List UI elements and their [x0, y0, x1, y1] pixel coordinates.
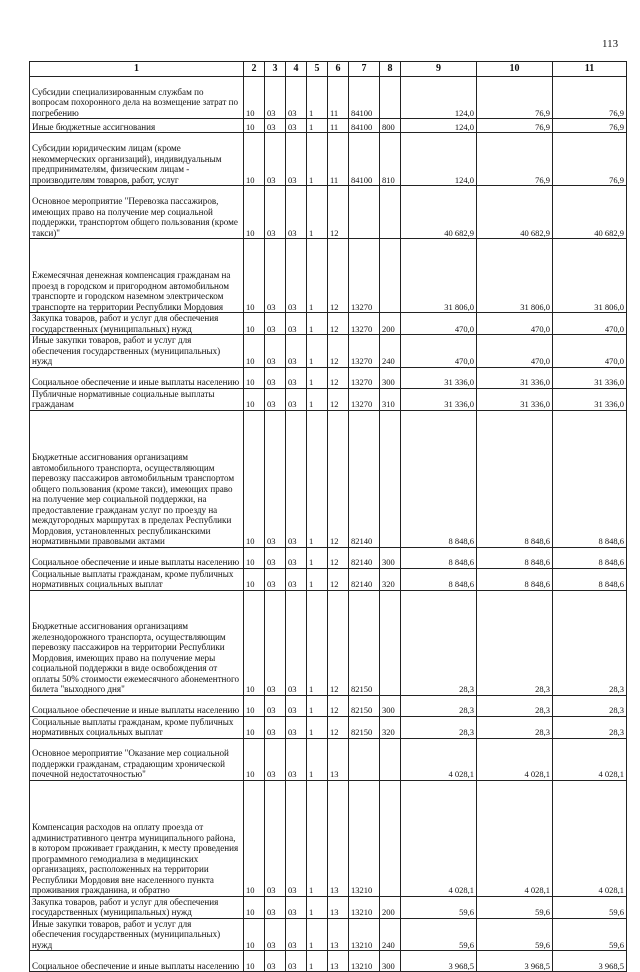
amount-cell: 124,0 [401, 119, 477, 133]
code-cell: 320 [380, 716, 401, 738]
amount-cell: 28,3 [553, 716, 627, 738]
code-cell: 10 [244, 367, 265, 388]
code-cell: 03 [265, 716, 286, 738]
table-row [30, 186, 627, 239]
table-row [30, 119, 627, 133]
code-cell: 84100 [349, 119, 380, 133]
table-row [30, 568, 627, 590]
code-cell: 12 [328, 695, 349, 716]
code-cell: 1 [307, 716, 328, 738]
code-cell: 84100 [349, 77, 380, 119]
amount-cell: 8 848,6 [553, 568, 627, 590]
amount-cell: 4 028,1 [477, 780, 553, 896]
table-row [30, 239, 627, 313]
amount-cell: 470,0 [401, 313, 477, 335]
code-cell: 03 [286, 716, 307, 738]
row-name-cell: Закупка товаров, работ и услуг для обеспечения государственных (муниципальных) нужд [30, 896, 244, 918]
code-cell: 03 [265, 738, 286, 780]
amount-cell: 31 336,0 [477, 367, 553, 388]
row-name-cell: Компенсация расходов на оплату проезда от административного центра муниципального района, в котором проживает гражданин, к месту проведения программного гемодиализа в медицинских организациях, расположенных на территории Республики Мордовия вне населенного пункта проживания гражданина, и обратно [30, 780, 244, 896]
header-cell: 7 [349, 62, 380, 77]
amount-cell: 76,9 [477, 133, 553, 186]
amount-cell: 8 848,6 [477, 568, 553, 590]
amount-cell: 470,0 [477, 335, 553, 368]
table-row [30, 335, 627, 368]
code-cell: 300 [380, 695, 401, 716]
code-cell: 1 [307, 335, 328, 368]
row-name-cell: Иные бюджетные ассигнования [30, 119, 244, 133]
code-cell: 03 [286, 410, 307, 547]
code-cell: 1 [307, 119, 328, 133]
amount-cell: 59,6 [477, 918, 553, 951]
header-cell: 2 [244, 62, 265, 77]
code-cell: 13270 [349, 388, 380, 410]
code-cell: 03 [265, 896, 286, 918]
header-cell: 10 [477, 62, 553, 77]
row-name-cell: Закупка товаров, работ и услуг для обеспечения государственных (муниципальных) нужд [30, 313, 244, 335]
amount-cell: 31 806,0 [553, 239, 627, 313]
amount-cell: 470,0 [477, 313, 553, 335]
code-cell: 13 [328, 918, 349, 951]
row-name-cell: Социальное обеспечение и иные выплаты населению [30, 695, 244, 716]
row-name-cell: Социальные выплаты гражданам, кроме публичных нормативных социальных выплат [30, 568, 244, 590]
amount-cell: 124,0 [401, 77, 477, 119]
code-cell: 10 [244, 590, 265, 695]
amount-cell: 4 028,1 [553, 738, 627, 780]
code-cell: 03 [286, 313, 307, 335]
code-cell: 1 [307, 738, 328, 780]
row-name-cell: Субсидии специализированным службам по вопросам похоронного дела на возмещение затрат по погребению [30, 77, 244, 119]
amount-cell: 8 848,6 [553, 547, 627, 568]
code-cell: 03 [286, 133, 307, 186]
code-cell: 11 [328, 77, 349, 119]
code-cell: 03 [265, 410, 286, 547]
code-cell: 13210 [349, 951, 380, 972]
code-cell: 1 [307, 951, 328, 972]
amount-cell: 470,0 [553, 313, 627, 335]
amount-cell: 31 806,0 [401, 239, 477, 313]
code-cell: 10 [244, 186, 265, 239]
code-cell [380, 590, 401, 695]
code-cell: 10 [244, 388, 265, 410]
row-name-cell: Публичные нормативные социальные выплаты гражданам [30, 388, 244, 410]
amount-cell: 3 968,5 [401, 951, 477, 972]
header-cell: 3 [265, 62, 286, 77]
code-cell: 03 [286, 186, 307, 239]
code-cell: 03 [265, 186, 286, 239]
code-cell: 03 [265, 695, 286, 716]
amount-cell: 76,9 [477, 77, 553, 119]
code-cell: 03 [265, 313, 286, 335]
code-cell: 12 [328, 568, 349, 590]
code-cell: 320 [380, 568, 401, 590]
code-cell [380, 186, 401, 239]
code-cell: 200 [380, 896, 401, 918]
code-cell: 1 [307, 133, 328, 186]
amount-cell: 28,3 [401, 695, 477, 716]
code-cell: 03 [286, 738, 307, 780]
amount-cell: 8 848,6 [477, 547, 553, 568]
code-cell: 310 [380, 388, 401, 410]
table-row [30, 547, 627, 568]
code-cell: 10 [244, 716, 265, 738]
code-cell: 13210 [349, 780, 380, 896]
code-cell: 1 [307, 186, 328, 239]
code-cell: 03 [286, 568, 307, 590]
code-cell: 12 [328, 388, 349, 410]
code-cell: 82140 [349, 568, 380, 590]
code-cell: 11 [328, 119, 349, 133]
code-cell: 10 [244, 239, 265, 313]
row-name-cell: Социальное обеспечение и иные выплаты населению [30, 367, 244, 388]
code-cell: 300 [380, 547, 401, 568]
code-cell: 13 [328, 738, 349, 780]
amount-cell: 59,6 [401, 896, 477, 918]
amount-cell: 76,9 [553, 133, 627, 186]
code-cell: 12 [328, 590, 349, 695]
table-row [30, 896, 627, 918]
code-cell: 03 [286, 119, 307, 133]
header-cell: 9 [401, 62, 477, 77]
amount-cell: 31 336,0 [553, 388, 627, 410]
amount-cell: 4 028,1 [401, 780, 477, 896]
code-cell: 03 [286, 590, 307, 695]
code-cell: 03 [265, 77, 286, 119]
amount-cell: 40 682,9 [401, 186, 477, 239]
amount-cell: 28,3 [553, 695, 627, 716]
code-cell: 03 [265, 951, 286, 972]
table-row [30, 590, 627, 695]
code-cell: 10 [244, 896, 265, 918]
code-cell: 13 [328, 780, 349, 896]
code-cell: 03 [265, 119, 286, 133]
code-cell: 1 [307, 695, 328, 716]
amount-cell: 28,3 [401, 590, 477, 695]
table-row [30, 410, 627, 547]
code-cell [380, 77, 401, 119]
amount-cell: 76,9 [553, 119, 627, 133]
amount-cell: 470,0 [553, 335, 627, 368]
header-cell: 8 [380, 62, 401, 77]
code-cell: 10 [244, 918, 265, 951]
row-name-cell: Бюджетные ассигнования организациям железнодорожного транспорта, осуществляющим перевозку пассажиров на территории Республики Мордовия, имеющих право на получение меры социальной поддержки в виде освобождения от оплаты 50% стоимости ежемесячного абонементного билета "выходного дня" [30, 590, 244, 695]
row-name-cell: Основное мероприятие "Перевозка пассажиров, имеющих право на получение мер социальной поддержки, транспортом общего пользования (кроме такси)" [30, 186, 244, 239]
table-body [30, 77, 627, 972]
page-number: 113 [602, 38, 619, 50]
code-cell [349, 738, 380, 780]
code-cell: 10 [244, 410, 265, 547]
code-cell: 03 [265, 133, 286, 186]
code-cell: 1 [307, 780, 328, 896]
row-name-cell: Основное мероприятие "Оказание мер социальной поддержки гражданам, страдающим хронической почечной недостаточностью" [30, 738, 244, 780]
code-cell: 03 [265, 918, 286, 951]
code-cell: 03 [286, 951, 307, 972]
code-cell: 03 [286, 388, 307, 410]
code-cell: 03 [286, 896, 307, 918]
amount-cell: 76,9 [553, 77, 627, 119]
amount-cell: 28,3 [553, 590, 627, 695]
code-cell: 03 [286, 367, 307, 388]
code-cell: 82140 [349, 547, 380, 568]
amount-cell: 8 848,6 [401, 547, 477, 568]
header-cell: 4 [286, 62, 307, 77]
code-cell: 10 [244, 119, 265, 133]
amount-cell: 8 848,6 [553, 410, 627, 547]
amount-cell: 124,0 [401, 133, 477, 186]
amount-cell: 8 848,6 [401, 568, 477, 590]
code-cell: 84100 [349, 133, 380, 186]
code-cell [380, 410, 401, 547]
amount-cell: 3 968,5 [477, 951, 553, 972]
code-cell: 810 [380, 133, 401, 186]
amount-cell: 59,6 [553, 896, 627, 918]
amount-cell: 8 848,6 [477, 410, 553, 547]
amount-cell: 31 336,0 [477, 388, 553, 410]
table-row [30, 388, 627, 410]
amount-cell: 28,3 [477, 590, 553, 695]
code-cell: 03 [286, 918, 307, 951]
code-cell: 1 [307, 568, 328, 590]
code-cell: 03 [265, 568, 286, 590]
code-cell: 10 [244, 738, 265, 780]
code-cell: 82150 [349, 695, 380, 716]
code-cell: 03 [265, 780, 286, 896]
code-cell: 10 [244, 313, 265, 335]
code-cell: 03 [286, 77, 307, 119]
code-cell: 1 [307, 590, 328, 695]
header-cell: 11 [553, 62, 627, 77]
row-name-cell: Субсидии юридическим лицам (кроме некоммерческих организаций), индивидуальным предпринимателям, физическим лицам - производителям товаров, работ, услуг [30, 133, 244, 186]
code-cell: 03 [265, 239, 286, 313]
code-cell: 240 [380, 335, 401, 368]
row-name-cell: Бюджетные ассигнования организациям автомобильного транспорта, осуществляющим перевозку пассажиров автомобильным транспортом общего пользования (кроме такси), имеющих право на получение мер социальной поддержки, на предоставление гражданам услуг по проезду на междугородных маршрутах в пределах Республики Мордовия, установленных республиканскими нормативными правовыми актами [30, 410, 244, 547]
code-cell: 03 [265, 388, 286, 410]
code-cell: 300 [380, 951, 401, 972]
code-cell: 03 [286, 547, 307, 568]
code-cell: 1 [307, 410, 328, 547]
code-cell: 12 [328, 367, 349, 388]
header-cell: 5 [307, 62, 328, 77]
code-cell: 13270 [349, 239, 380, 313]
amount-cell: 4 028,1 [553, 780, 627, 896]
row-name-cell: Иные закупки товаров, работ и услуг для обеспечения государственных (муниципальных) нужд [30, 918, 244, 951]
code-cell: 13210 [349, 918, 380, 951]
code-cell: 11 [328, 133, 349, 186]
table-row [30, 367, 627, 388]
code-cell: 10 [244, 568, 265, 590]
code-cell: 13270 [349, 335, 380, 368]
code-cell: 12 [328, 547, 349, 568]
table-row [30, 133, 627, 186]
code-cell: 13270 [349, 367, 380, 388]
code-cell: 82140 [349, 410, 380, 547]
code-cell: 10 [244, 335, 265, 368]
code-cell: 10 [244, 77, 265, 119]
table-row [30, 313, 627, 335]
row-name-cell: Ежемесячная денежная компенсация гражданам на проезд в городском и пригородном автомобильном транспорте и городском наземном электрическом транспорте на территории Республики Мордовия [30, 239, 244, 313]
amount-cell: 31 336,0 [401, 388, 477, 410]
code-cell: 13210 [349, 896, 380, 918]
table-row [30, 77, 627, 119]
code-cell: 03 [265, 367, 286, 388]
code-cell: 03 [265, 590, 286, 695]
amount-cell: 76,9 [477, 119, 553, 133]
table-row [30, 716, 627, 738]
code-cell: 800 [380, 119, 401, 133]
code-cell: 12 [328, 410, 349, 547]
code-cell: 240 [380, 918, 401, 951]
amount-cell: 28,3 [477, 695, 553, 716]
code-cell: 12 [328, 716, 349, 738]
amount-cell: 8 848,6 [401, 410, 477, 547]
code-cell [349, 186, 380, 239]
amount-cell: 3 968,5 [553, 951, 627, 972]
code-cell: 82150 [349, 590, 380, 695]
amount-cell: 59,6 [401, 918, 477, 951]
code-cell: 03 [265, 335, 286, 368]
code-cell: 03 [265, 547, 286, 568]
amount-cell: 4 028,1 [401, 738, 477, 780]
amount-cell: 31 336,0 [553, 367, 627, 388]
code-cell: 200 [380, 313, 401, 335]
table-row [30, 951, 627, 972]
header-row [30, 62, 627, 77]
row-name-cell: Иные закупки товаров, работ и услуг для обеспечения государственных (муниципальных) нужд [30, 335, 244, 368]
row-name-cell: Социальные выплаты гражданам, кроме публичных нормативных социальных выплат [30, 716, 244, 738]
code-cell [380, 780, 401, 896]
code-cell: 1 [307, 313, 328, 335]
code-cell: 10 [244, 695, 265, 716]
amount-cell: 31 806,0 [477, 239, 553, 313]
row-name-cell: Социальное обеспечение и иные выплаты населению [30, 951, 244, 972]
code-cell: 03 [286, 239, 307, 313]
amount-cell: 59,6 [477, 896, 553, 918]
code-cell: 1 [307, 547, 328, 568]
amount-cell: 40 682,9 [477, 186, 553, 239]
code-cell [380, 738, 401, 780]
code-cell: 13 [328, 896, 349, 918]
code-cell: 12 [328, 313, 349, 335]
code-cell: 13270 [349, 313, 380, 335]
amount-cell: 31 336,0 [401, 367, 477, 388]
amount-cell: 28,3 [477, 716, 553, 738]
amount-cell: 470,0 [401, 335, 477, 368]
code-cell: 1 [307, 918, 328, 951]
code-cell: 03 [286, 335, 307, 368]
code-cell [380, 239, 401, 313]
budget-table [29, 61, 627, 972]
code-cell: 1 [307, 896, 328, 918]
header-cell: 6 [328, 62, 349, 77]
code-cell: 12 [328, 335, 349, 368]
table-row [30, 738, 627, 780]
amount-cell: 4 028,1 [477, 738, 553, 780]
code-cell: 1 [307, 77, 328, 119]
amount-cell: 40 682,9 [553, 186, 627, 239]
header-cell: 1 [30, 62, 244, 77]
code-cell: 82150 [349, 716, 380, 738]
code-cell: 1 [307, 367, 328, 388]
code-cell: 12 [328, 239, 349, 313]
amount-cell: 28,3 [401, 716, 477, 738]
amount-cell: 59,6 [553, 918, 627, 951]
row-name-cell: Социальное обеспечение и иные выплаты населению [30, 547, 244, 568]
code-cell: 300 [380, 367, 401, 388]
code-cell: 03 [286, 695, 307, 716]
code-cell: 1 [307, 388, 328, 410]
code-cell: 12 [328, 186, 349, 239]
code-cell: 1 [307, 239, 328, 313]
code-cell: 10 [244, 547, 265, 568]
code-cell: 10 [244, 780, 265, 896]
table-row [30, 780, 627, 896]
code-cell: 10 [244, 951, 265, 972]
code-cell: 10 [244, 133, 265, 186]
code-cell: 03 [286, 780, 307, 896]
table-row [30, 695, 627, 716]
code-cell: 13 [328, 951, 349, 972]
table-row [30, 918, 627, 951]
